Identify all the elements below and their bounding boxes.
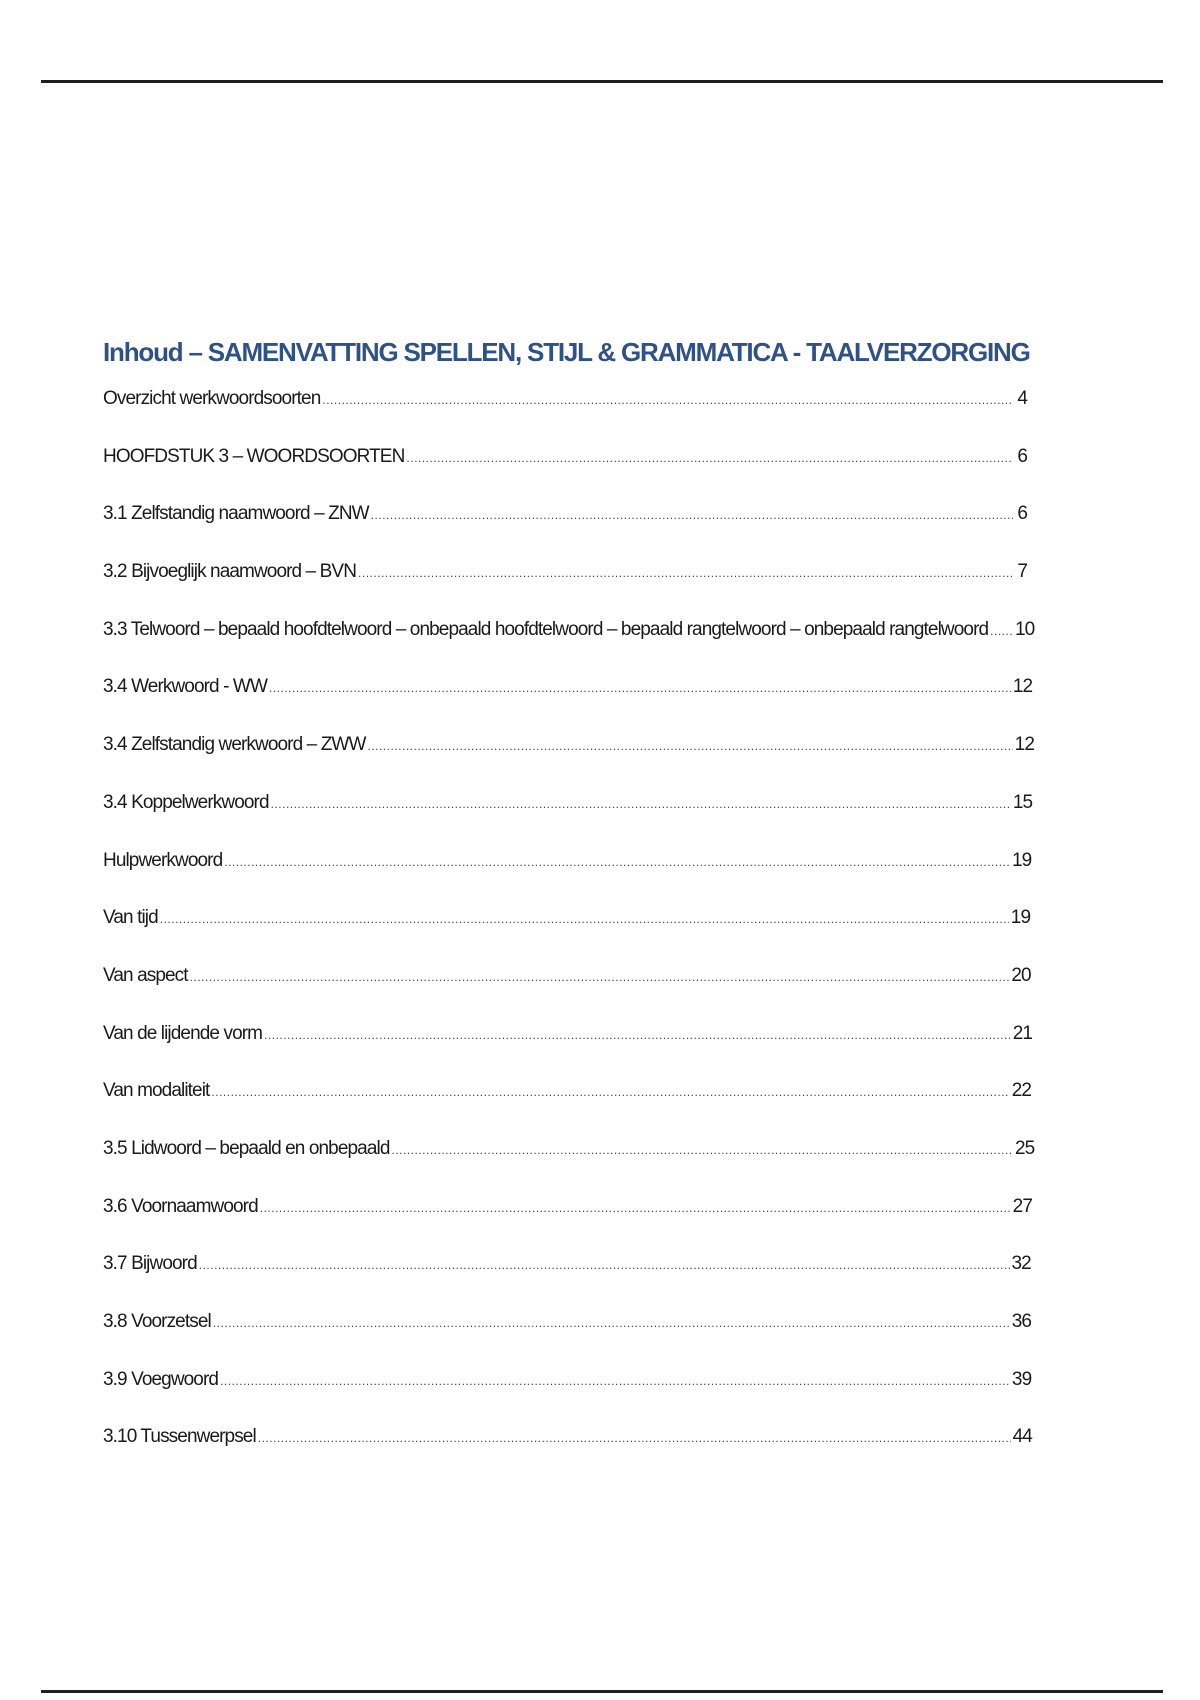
dot-leader — [990, 624, 1013, 638]
toc-entry-page: 7 — [1017, 561, 1027, 583]
dot-leader — [358, 566, 1013, 580]
toc-entry-label: 3.10 Tussenwerpsel — [103, 1426, 256, 1448]
dot-leader — [224, 855, 1010, 869]
toc-entry-label: 3.7 Bijwoord — [103, 1253, 197, 1275]
toc-entry-label: 3.8 Voorzetsel — [103, 1311, 211, 1332]
toc-entry[interactable] — [103, 503, 1027, 561]
toc-entry-page: 39 — [1011, 1368, 1032, 1390]
dot-leader — [264, 1028, 1011, 1042]
dot-leader — [211, 1085, 1009, 1099]
dot-leader — [371, 508, 1013, 522]
toc-entry-label: Van de lijdende vorm — [103, 1022, 263, 1044]
toc-entry-page: 36 — [1011, 1311, 1032, 1332]
toc-entry[interactable] — [103, 1311, 1032, 1369]
toc-entry-label: 3.3 Telwoord – bepaald hoofdtelwoord – onbepaald hoofdtelwoord – bepaald rangtelwoord – onbepaald rangtelwoord — [103, 618, 989, 640]
dot-leader — [213, 1316, 1010, 1330]
toc-entry-label: Van tijd — [103, 907, 158, 929]
toc-entry[interactable] — [103, 446, 1027, 504]
toc-entry-label: 3.6 Voornaamwoord — [103, 1195, 258, 1217]
toc-entry-label: Hulpwerkwoord — [103, 849, 223, 871]
toc-entry-page: 19 — [1011, 849, 1032, 871]
toc-entry-page: 25 — [1015, 1137, 1035, 1159]
toc-entry-page: 15 — [1012, 791, 1033, 813]
toc-entry-page: 44 — [1012, 1426, 1032, 1448]
toc-entry[interactable] — [103, 907, 1031, 965]
toc-entry-page: 6 — [1017, 503, 1027, 525]
dot-leader — [271, 797, 1011, 811]
toc-entry[interactable] — [103, 964, 1031, 1023]
toc-entry-page: 19 — [1010, 907, 1031, 929]
toc-entry[interactable] — [103, 1368, 1032, 1427]
toc-entry-label: 3.5 Lidwoord – bepaald en onbepaald — [103, 1137, 390, 1159]
toc-entry[interactable] — [103, 1137, 1035, 1196]
toc-entry-page: 10 — [1015, 618, 1035, 640]
toc-entry[interactable] — [103, 734, 1035, 792]
dot-leader — [199, 1258, 1010, 1272]
dot-leader — [160, 912, 1009, 926]
toc-entry-page: 6 — [1017, 445, 1027, 467]
toc-entry[interactable] — [103, 849, 1032, 908]
header-rule — [41, 80, 1163, 83]
table-of-contents — [103, 388, 1035, 1484]
toc-entry[interactable] — [103, 1253, 1031, 1311]
toc-entry-page: 32 — [1011, 1253, 1031, 1275]
toc-entry-label: 3.4 Werkwoord - WW — [103, 676, 267, 698]
toc-entry-page: 20 — [1011, 964, 1031, 986]
dot-leader — [392, 1143, 1014, 1157]
toc-entry-page: 21 — [1012, 1022, 1033, 1044]
toc-entry-label: 3.9 Voegwoord — [103, 1368, 219, 1390]
dot-leader — [220, 1374, 1010, 1388]
toc-entry[interactable] — [103, 1426, 1032, 1484]
toc-entry[interactable] — [103, 676, 1033, 734]
dot-leader — [367, 739, 1012, 753]
toc-entry[interactable] — [103, 791, 1033, 850]
toc-entry-page: 12 — [1012, 676, 1033, 698]
dot-leader — [260, 1201, 1011, 1215]
toc-entry-label: 3.4 Koppelwerkwoord — [103, 791, 269, 813]
dot-leader — [406, 451, 1013, 465]
toc-entry[interactable] — [103, 618, 1035, 677]
toc-entry-label: 3.2 Bijvoeglijk naamwoord – BVN — [103, 561, 357, 583]
toc-entry-label: HOOFDSTUK 3 – WOORDSOORTEN — [103, 445, 405, 467]
toc-entry-label: Van modaliteit — [103, 1080, 210, 1102]
toc-entry-page: 12 — [1014, 734, 1035, 756]
toc-entry-label: Overzicht werkwoordsoorten — [103, 388, 321, 409]
dot-leader — [322, 393, 1013, 407]
dot-leader — [258, 1431, 1011, 1445]
footer-rule — [41, 1690, 1163, 1693]
dot-leader — [269, 681, 1011, 695]
toc-entry[interactable] — [103, 1080, 1032, 1138]
toc-entry-label: 3.1 Zelfstandig naamwoord – ZNW — [103, 503, 369, 525]
toc-entry[interactable] — [103, 388, 1027, 446]
toc-entry-page: 27 — [1012, 1195, 1032, 1217]
toc-entry[interactable] — [103, 561, 1027, 619]
toc-entry-page: 4 — [1017, 388, 1027, 409]
toc-entry-label: Van aspect — [103, 964, 188, 986]
toc-title: Inhoud – SAMENVATTING SPELLEN, STIJL & GRAMMATICA - TAALVERZORGING — [103, 337, 1030, 367]
toc-entry-label: 3.4 Zelfstandig werkwoord – ZWW — [103, 734, 366, 756]
toc-entry[interactable] — [103, 1022, 1033, 1081]
toc-entry-page: 22 — [1011, 1080, 1032, 1102]
toc-entry[interactable] — [103, 1195, 1032, 1254]
dot-leader — [190, 970, 1010, 984]
